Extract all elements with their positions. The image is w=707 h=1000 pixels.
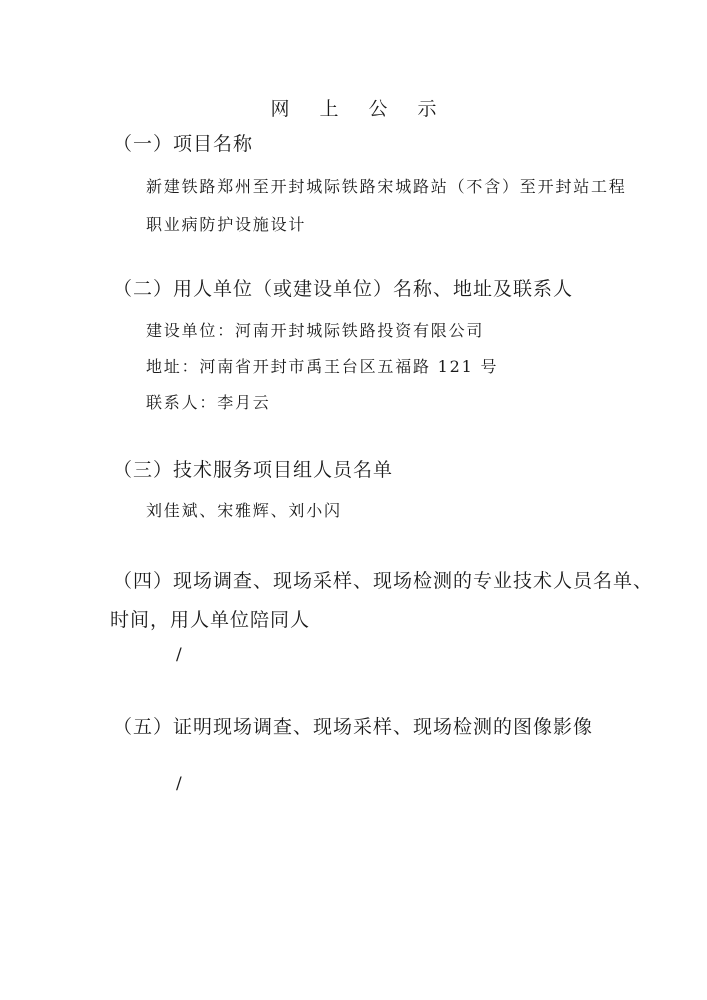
section-heading-field-staff: （四）现场调查、现场采样、现场检测的专业技术人员名单、: [113, 570, 654, 592]
employer-address: 地址：河南省开封市禹王台区五福路 121 号: [146, 357, 499, 376]
field-staff-value: /: [176, 645, 182, 665]
images-value: /: [176, 774, 182, 794]
page-title: 网 上 公 示: [270, 98, 449, 120]
employer-contact: 联系人：李月云: [146, 393, 271, 412]
section-heading-images: （五）证明现场调查、现场采样、现场检测的图像影像: [113, 716, 594, 738]
project-name-line-1: 新建铁路郑州至开封城际铁路宋城路站（不含）至开封站工程: [146, 177, 627, 196]
section-heading-team: （三）技术服务项目组人员名单: [113, 459, 394, 481]
employer-unit: 建设单位：河南开封城际铁路投资有限公司: [146, 321, 485, 340]
team-members: 刘佳斌、宋雅辉、刘小闪: [146, 501, 342, 520]
project-name-line-2: 职业病防护设施设计: [146, 215, 307, 234]
section-heading-employer: （二）用人单位（或建设单位）名称、地址及联系人: [113, 278, 574, 300]
section-heading-field-staff-cont: 时间，用人单位陪同人: [110, 609, 311, 631]
section-heading-project-name: （一）项目名称: [113, 133, 254, 155]
